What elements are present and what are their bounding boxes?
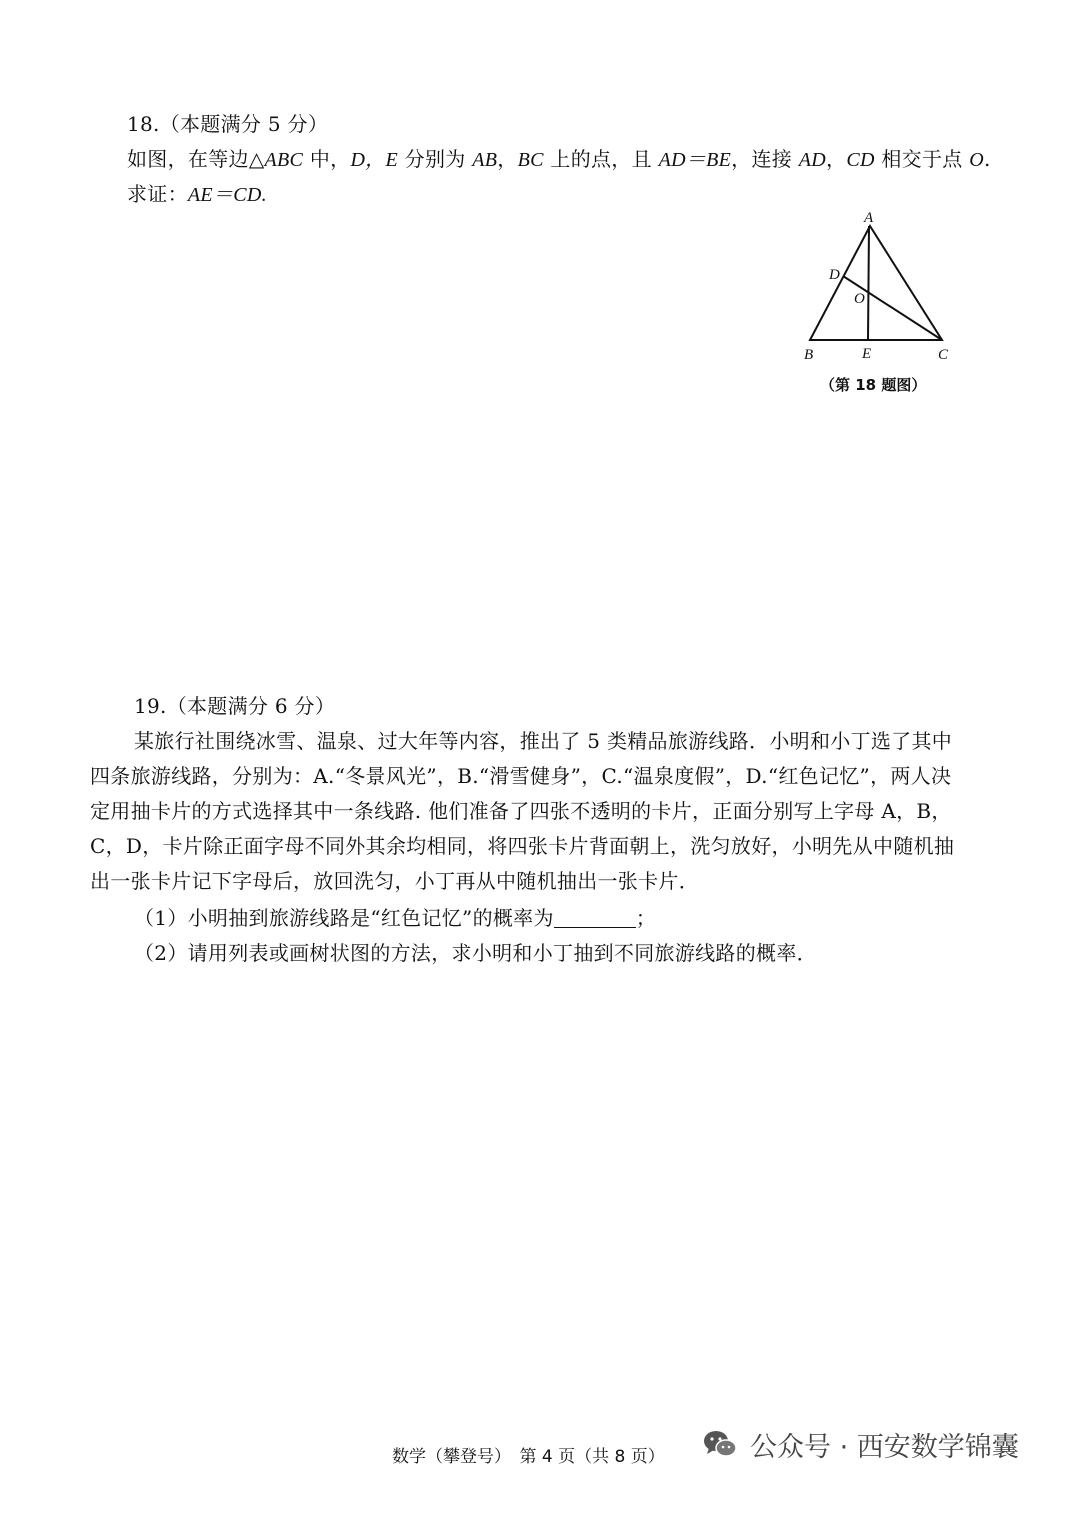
q19-line-3: 定用抽卡片的方式选择其中一条线路. 他们准备了四张不透明的卡片，正面分别写上字母 A，B， — [90, 799, 952, 823]
answer-blank — [554, 907, 636, 928]
segment-ae — [868, 226, 869, 340]
watermark — [700, 1424, 1019, 1464]
q19-line-1: 某旅行社围绕冰雪、温泉、过大年等内容，推出了 5 类精品旅游线路．小明和小丁选了其中 — [134, 729, 953, 753]
figure-caption: （第 18 题图） — [820, 376, 927, 394]
watermark-text: 公众号 · 西安数学锦囊 — [750, 1431, 1019, 1463]
q18-prove: 求证：AE＝CD. — [127, 182, 267, 206]
segment-cd — [843, 276, 942, 340]
q19-line-4: C，D，卡片除正面字母不同外其余均相同，将四张卡片背面朝上，洗匀放好，小明先从中随机抽 — [90, 834, 955, 858]
label-c: C — [938, 347, 949, 363]
wechat-icon — [700, 1424, 740, 1464]
page-footer: 数学（攀登号） 第 4 页（共 8 页） — [392, 1447, 665, 1467]
q19-line-2: 四条旅游线路，分别为：A.“冬景风光”，B.“滑雪健身”，C.“温泉度假”，D.“红色记忆”，两人决 — [90, 764, 952, 788]
triangle-abc — [810, 226, 942, 340]
q19-line-5: 出一张卡片记下字母后，放回洗匀，小丁再从中随机抽出一张卡片． — [90, 869, 699, 893]
label-a: A — [864, 210, 874, 226]
q19-header: 19.（本题满分 6 分） — [134, 694, 336, 718]
label-b: B — [804, 347, 814, 363]
q19-part-2: （2）请用列表或画树状图的方法，求小明和小丁抽到不同旅游线路的概率． — [134, 941, 817, 965]
label-d: D — [829, 267, 840, 283]
label-e: E — [862, 346, 872, 362]
q19-part-1: （1）小明抽到旅游线路是“红色记忆”的概率为 ； — [134, 906, 657, 930]
label-o: O — [854, 291, 865, 307]
q18-statement: 如图，在等边△ABC 中，D，E 分别为 AB，BC 上的点，且 AD＝BE，连接 AD，CD 相交于点 O. — [127, 147, 991, 171]
q18-header: 18.（本题满分 5 分） — [127, 112, 329, 136]
